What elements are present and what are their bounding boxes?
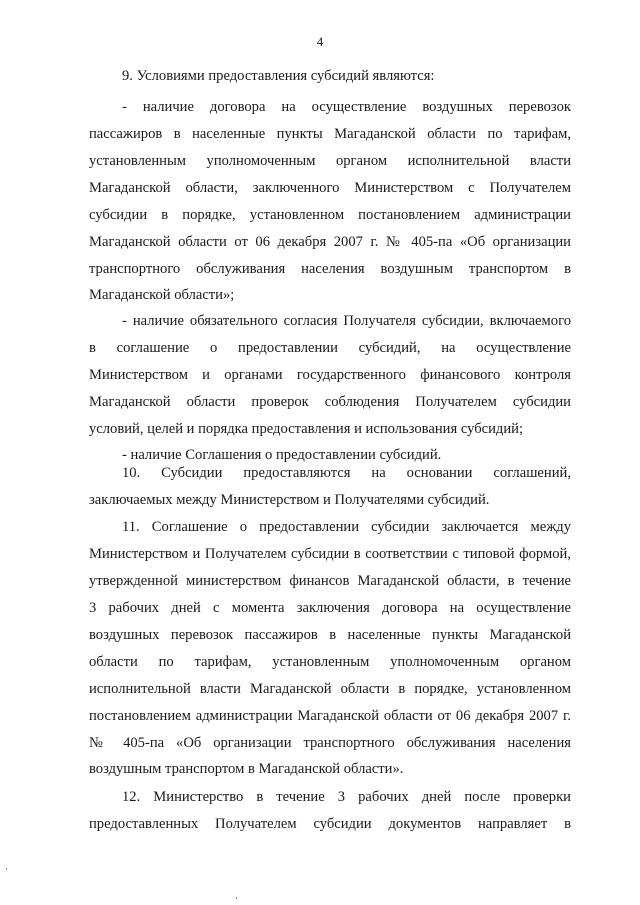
text-line: Магаданской области, заключенного Министерством с Получателем — [89, 180, 571, 196]
text-line: 12. Министерство в течение 3 рабочих дней после проверки — [122, 789, 571, 805]
scan-speck — [6, 868, 7, 870]
text-line: № 405-па «Об организации транспортного обслуживания населения — [89, 735, 571, 751]
text-line: в соглашение о предоставлении субсидий, на осуществление — [89, 340, 571, 356]
text-line: субсидии в порядке, установленном постановлением администрации — [89, 207, 571, 223]
text-line: области по тарифам, установленным уполномоченным органом — [89, 654, 571, 670]
text-line: постановлением администрации Магаданской области от 06 декабря 2007 г. — [89, 708, 571, 724]
text-line: - наличие Соглашения о предоставлении субсидий. — [122, 447, 442, 463]
text-line: 3 рабочих дней с момента заключения договора на осуществление — [89, 600, 571, 616]
text-line: предоставленных Получателем субсидии документов направляет в — [89, 816, 571, 832]
text-line: установленным уполномоченным органом исполнительной власти — [89, 153, 571, 169]
text-line: транспортного обслуживания населения воздушным транспортом в — [89, 261, 571, 277]
text-line: исполнительной власти Магаданской области в порядке, установленном — [89, 681, 571, 697]
text-line: воздушных перевозок пассажиров в населенные пункты Магаданской — [89, 627, 571, 643]
text-line: утвержденной министерством финансов Магаданской области, в течение — [89, 573, 571, 589]
text-line: условий, целей и порядка предоставления и использования субсидий; — [89, 421, 524, 437]
text-line: пассажиров в населенные пункты Магаданской области по тарифам, — [89, 126, 571, 142]
text-line: 10. Субсидии предоставляются на основании соглашений, — [122, 465, 571, 481]
scan-speck — [236, 897, 237, 899]
text-line: 9. Условиями предоставления субсидий являются: — [122, 68, 435, 84]
text-line: Министерством и Получателем субсидии в соответствии с типовой формой, — [89, 546, 571, 562]
text-line: Магаданской области от 06 декабря 2007 г. № 405-па «Об организации — [89, 234, 571, 250]
text-line: Магаданской области»; — [89, 287, 235, 303]
text-line: - наличие обязательного согласия Получателя субсидии, включаемого — [122, 313, 571, 329]
text-line: - наличие договора на осуществление воздушных перевозок — [122, 99, 571, 115]
text-line: 11. Соглашение о предоставлении субсидии заключается между — [122, 519, 571, 535]
text-line: Магаданской области проверок соблюдения Получателем субсидии — [89, 394, 571, 410]
text-line: заключаемых между Министерством и Получателями субсидий. — [89, 492, 490, 508]
text-line: Министерством и органами государственного финансового контроля — [89, 367, 571, 383]
page-number: 4 — [316, 34, 324, 49]
text-line: воздушным транспортом в Магаданской области». — [89, 761, 404, 777]
